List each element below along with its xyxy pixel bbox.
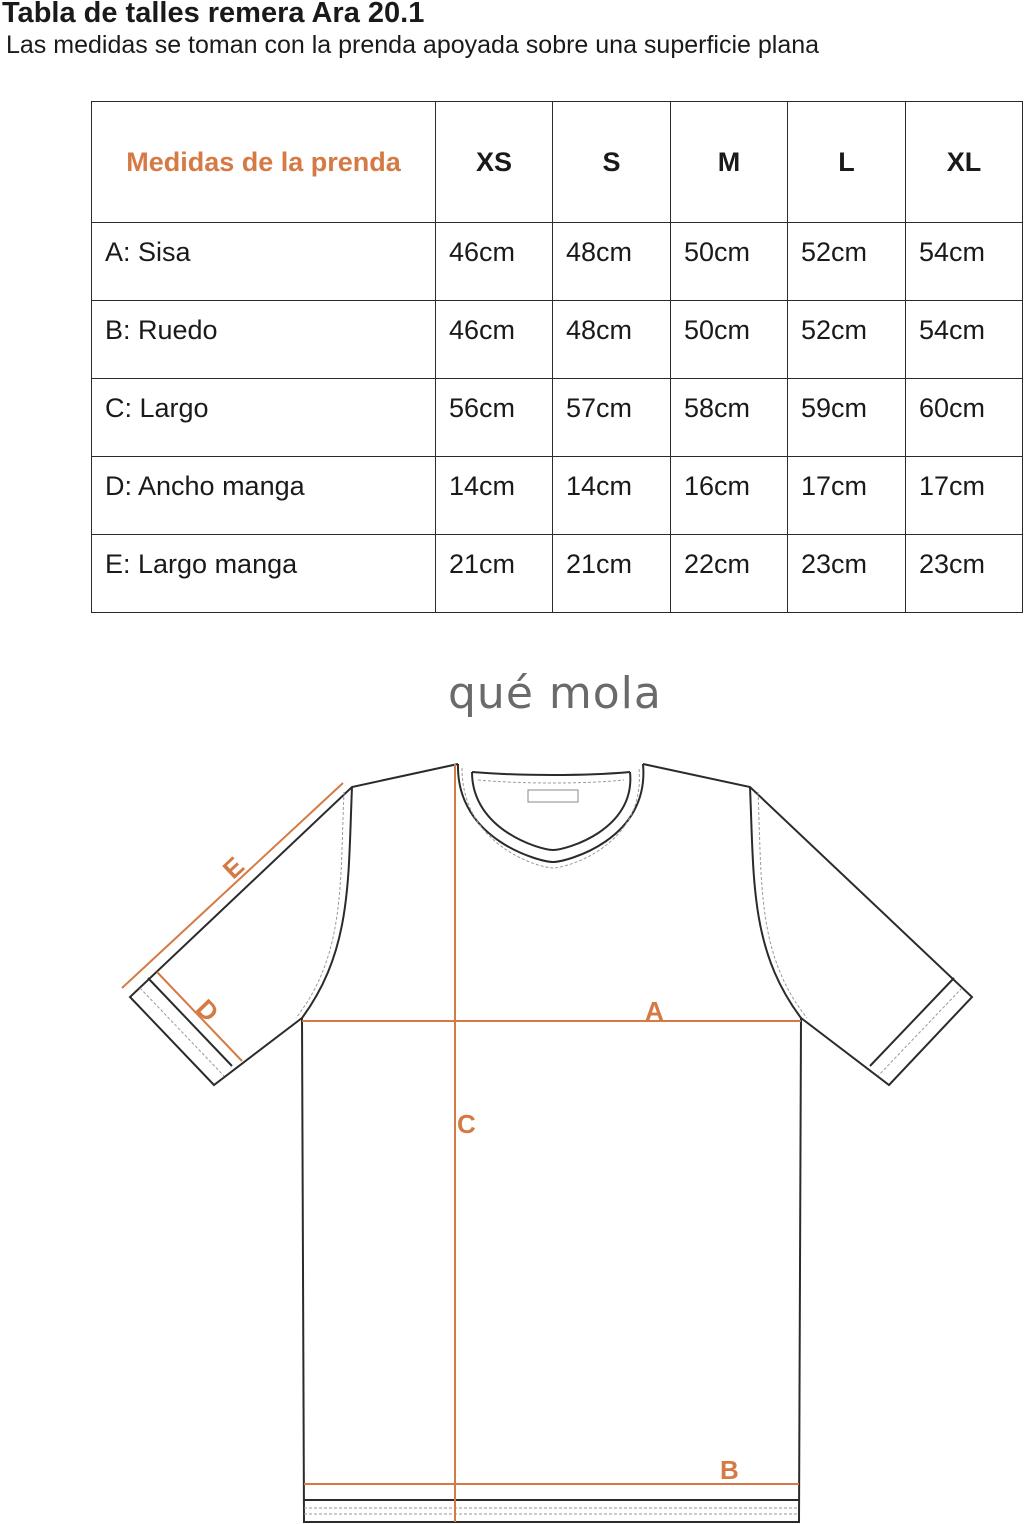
- stitching-lines: [140, 768, 962, 1514]
- measure-label-d: D: [190, 993, 225, 1028]
- measure-label-c: C: [457, 1109, 476, 1139]
- header-size-xl: XL: [906, 102, 1023, 223]
- tshirt-measurement-diagram: [0, 740, 1024, 1524]
- table-cell: 23cm: [788, 535, 906, 613]
- size-table: [91, 101, 1023, 613]
- table-cell: 16cm: [671, 457, 788, 535]
- header-size-m: M: [671, 102, 788, 223]
- header-size-xs: XS: [436, 102, 553, 223]
- table-row: [92, 457, 1023, 535]
- tshirt-outline: [130, 764, 972, 1522]
- table-cell: 56cm: [436, 379, 553, 457]
- table-cell: 50cm: [671, 301, 788, 379]
- row-label-ruedo: B: Ruedo: [92, 301, 436, 379]
- table-cell: 17cm: [906, 457, 1023, 535]
- header-measures-label: Medidas de la prenda: [92, 102, 436, 223]
- measure-label-e: E: [216, 850, 250, 885]
- table-cell: 48cm: [553, 223, 671, 301]
- table-cell: 17cm: [788, 457, 906, 535]
- table-cell: 21cm: [553, 535, 671, 613]
- table-row: [92, 535, 1023, 613]
- table-cell: 52cm: [788, 301, 906, 379]
- measure-label-a: A: [645, 996, 664, 1026]
- table-cell: 57cm: [553, 379, 671, 457]
- table-row: [92, 223, 1023, 301]
- measure-line-e: [122, 783, 343, 988]
- table-cell: 46cm: [436, 301, 553, 379]
- table-header-row: [92, 102, 1023, 223]
- table-row: [92, 301, 1023, 379]
- table-cell: 14cm: [553, 457, 671, 535]
- table-cell: 22cm: [671, 535, 788, 613]
- table-cell: 23cm: [906, 535, 1023, 613]
- measure-label-b: B: [720, 1455, 739, 1485]
- page-subtitle: Las medidas se toman con la prenda apoyada sobre una superficie plana: [6, 31, 820, 59]
- table-row: [92, 379, 1023, 457]
- table-cell: 46cm: [436, 223, 553, 301]
- row-label-largo-manga: E: Largo manga: [92, 535, 436, 613]
- table-cell: 21cm: [436, 535, 553, 613]
- page-title: Tabla de talles remera Ara 20.1: [2, 0, 425, 29]
- table-cell: 60cm: [906, 379, 1023, 457]
- table-cell: 54cm: [906, 301, 1023, 379]
- table-cell: 58cm: [671, 379, 788, 457]
- table-cell: 59cm: [788, 379, 906, 457]
- row-label-largo: C: Largo: [92, 379, 436, 457]
- table-cell: 48cm: [553, 301, 671, 379]
- table-cell: 54cm: [906, 223, 1023, 301]
- row-label-sisa: A: Sisa: [92, 223, 436, 301]
- measurement-lines: [122, 764, 801, 1522]
- header-size-l: L: [788, 102, 906, 223]
- table-cell: 52cm: [788, 223, 906, 301]
- brand-logo-text: qué mola: [448, 668, 662, 719]
- header-size-s: S: [553, 102, 671, 223]
- table-cell: 50cm: [671, 223, 788, 301]
- neck-tag: [528, 790, 578, 802]
- row-label-ancho-manga: D: Ancho manga: [92, 457, 436, 535]
- table-cell: 14cm: [436, 457, 553, 535]
